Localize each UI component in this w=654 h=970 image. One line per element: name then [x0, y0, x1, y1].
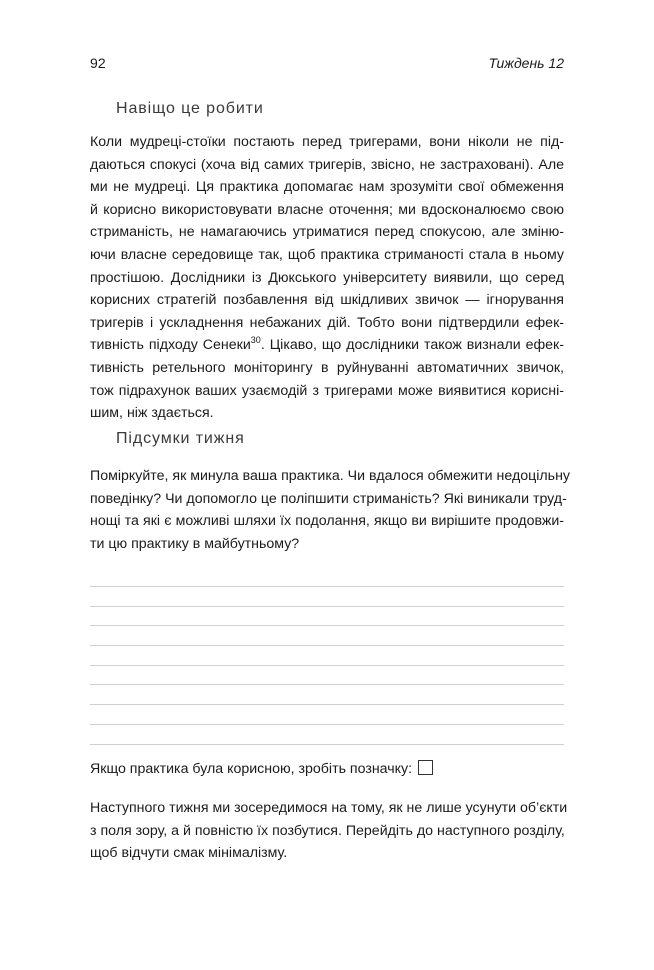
checkbox-label: Якщо практика була корисною, зробіть позначку:	[90, 761, 413, 777]
paragraph-closing	[90, 797, 568, 865]
text-line: нощі та які є можливі шляхи їх подолання, якщо ви вирішите продовжи-	[90, 513, 564, 530]
writing-line[interactable]	[90, 646, 564, 666]
text-line: тож підрахунок ваших узаємодій з тригерами може виявитися корисні-	[90, 382, 564, 399]
text-line: шим, ніж здається.	[90, 405, 214, 422]
writing-line[interactable]	[90, 705, 564, 725]
text-line: Коли мудреці-стоїки постають перед тригерами, вони ніколи не під-	[90, 134, 564, 150]
writing-line[interactable]	[90, 626, 564, 646]
text-line: ти цю практику в майбутньому?	[90, 535, 300, 552]
writing-line[interactable]	[90, 607, 564, 627]
text-segment: . Цікаво, що дослідники також визнали ефек-	[260, 337, 564, 354]
writing-line[interactable]	[90, 685, 564, 705]
text-line: Наступного тижня ми зосередимося на тому, як не лише усунути об’єкти	[90, 800, 568, 816]
text-line: тригерів і ускладнення небажаних дій. Тобто вони підтвердили ефек-	[90, 314, 564, 331]
paragraph-why	[90, 131, 564, 425]
section-heading-summary: Підсумки тижня	[116, 430, 245, 447]
text-line: й корисно використовувати власне оточення; ми вдосконалюємо свою	[90, 201, 564, 218]
section-heading-why: Навіщо це робити	[116, 100, 264, 117]
text-line: даються спокусі (хоча від самих тригерів, звісно, не застраховані). Але	[90, 156, 564, 173]
text-line: ми не мудреці. Ця практика допомагає нам зрозуміти свої обмеження	[90, 179, 564, 196]
text-line: ючи власне середовище так, щоб практика стриманості стала в ньому	[90, 246, 564, 263]
text-line-with-footnote	[90, 334, 564, 357]
text-line: поведінку? Чи допомогло це поліпшити стриманість? Які виникали труд-	[90, 490, 567, 507]
text-line: корисних стратегій позбавлення від шкідливих звичок — ігнорування	[90, 292, 564, 309]
writing-line[interactable]	[90, 725, 564, 745]
answer-writing-lines[interactable]	[90, 586, 564, 745]
writing-line[interactable]	[90, 587, 564, 607]
text-line: щоб відчути смак мінімалізму.	[90, 845, 288, 862]
writing-line[interactable]	[90, 666, 564, 686]
usefulness-checkbox-row	[90, 758, 433, 780]
text-line: тивність ретельного моніторингу в руйнуванні автоматичних звичок,	[90, 359, 564, 376]
text-line: Поміркуйте, як минула ваша практика. Чи вдалося обмежити недоцільну	[90, 468, 570, 484]
footnote-ref[interactable]: 30	[250, 335, 261, 346]
usefulness-checkbox[interactable]	[418, 760, 433, 775]
text-line: з поля зору, а й повністю їх позбутися. Перейдіть до наступного розділу,	[90, 822, 565, 839]
running-head: Тиждень 12	[488, 55, 564, 71]
text-line: стриманість, не намагаючись утриматися перед спокусою, але зміню-	[90, 224, 564, 241]
page-number: 92	[90, 55, 106, 71]
paragraph-summary	[90, 465, 570, 555]
text-segment: тивність підходу Сенеки	[90, 337, 251, 354]
text-line: простішою. Дослідники із Дюкського університету виявили, що серед	[90, 269, 564, 286]
